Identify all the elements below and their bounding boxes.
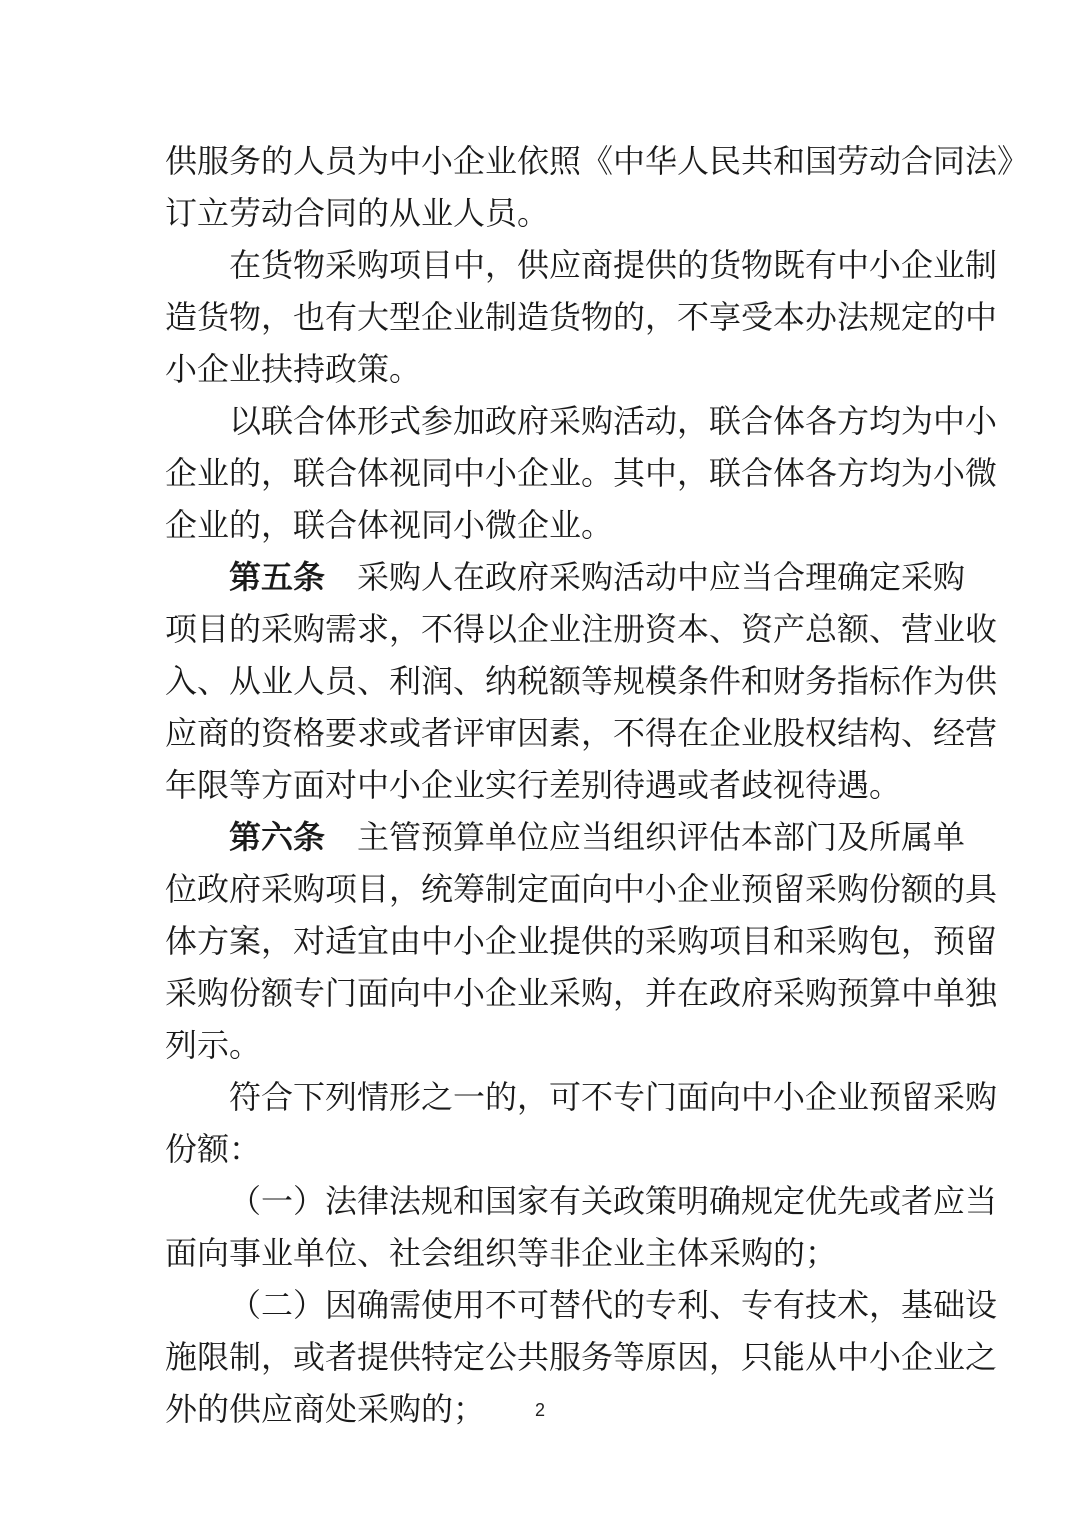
text-line: 年限等方面对中小企业实行差别待遇或者歧视待遇。	[165, 766, 902, 804]
article-6-first-line	[165, 811, 966, 863]
article-5-text: 采购人在政府采购活动中应当合理确定采购	[357, 558, 966, 596]
text-line: 小企业扶持政策。	[165, 350, 422, 388]
article-6-text: 主管预算单位应当组织评估本部门及所属单	[357, 818, 966, 856]
text-line: 企业的，联合体视同中小企业。其中，联合体各方均为小微	[165, 454, 998, 492]
paragraph-first-line: 以联合体形式参加政府采购活动，联合体各方均为中小	[229, 402, 998, 440]
list-item-2-first-line: （二）因确需使用不可替代的专利、专有技术，基础设	[229, 1286, 998, 1324]
text-line: 造货物，也有大型企业制造货物的，不享受本办法规定的中	[165, 298, 998, 336]
article-5-first-line	[165, 551, 966, 603]
text-line: 外的供应商处采购的；	[165, 1390, 486, 1428]
text-line: 企业的，联合体视同小微企业。	[165, 506, 614, 544]
paragraph-first-line: 符合下列情形之一的，可不专门面向中小企业预留采购	[229, 1078, 998, 1116]
document-body	[165, 135, 1030, 1435]
list-item-1-first-line: （一）法律法规和国家有关政策明确规定优先或者应当	[229, 1182, 998, 1220]
text-line: 入、从业人员、利润、纳税额等规模条件和财务指标作为供	[165, 662, 998, 700]
text-line: 列示。	[165, 1026, 262, 1064]
text-line: 项目的采购需求，不得以企业注册资本、资产总额、营业收	[165, 610, 998, 648]
article-5-heading: 第五条	[229, 558, 326, 596]
article-6-heading: 第六条	[229, 818, 326, 856]
text-line: 位政府采购项目，统筹制定面向中小企业预留采购份额的具	[165, 870, 998, 908]
text-line: 订立劳动合同的从业人员。	[165, 194, 550, 232]
text-line: 面向事业单位、社会组织等非企业主体采购的；	[165, 1234, 838, 1272]
text-line: 施限制，或者提供特定公共服务等原因，只能从中小企业之	[165, 1338, 998, 1376]
text-line: 采购份额专门面向中小企业采购，并在政府采购预算中单独	[165, 974, 998, 1012]
text-line: 体方案，对适宜由中小企业提供的采购项目和采购包，预留	[165, 922, 998, 960]
page-number: 2	[534, 1400, 545, 1420]
text-line: 供服务的人员为中小企业依照《中华人民共和国劳动合同法》	[165, 142, 1030, 180]
paragraph-first-line: 在货物采购项目中，供应商提供的货物既有中小企业制	[229, 246, 998, 284]
text-line: 应商的资格要求或者评审因素，不得在企业股权结构、经营	[165, 714, 998, 752]
text-line: 份额：	[165, 1130, 262, 1168]
